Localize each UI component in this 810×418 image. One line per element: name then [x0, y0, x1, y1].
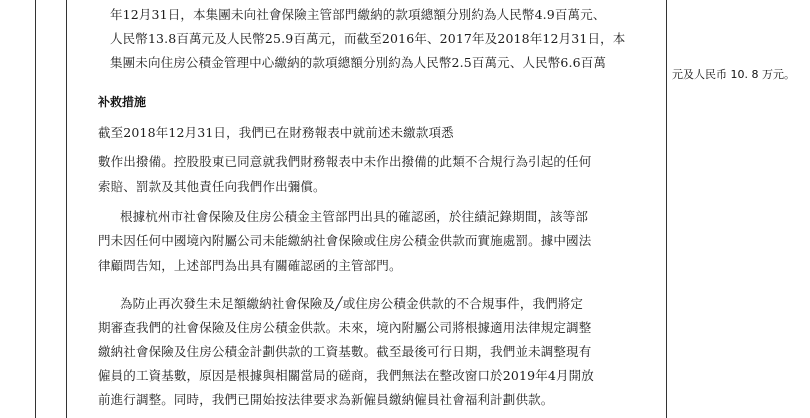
side-note: 元及人民币 10. 8 万元。: [672, 68, 795, 81]
text-line: 律顧問告知，上述部門為出具有關確認函的主管部門。: [98, 258, 402, 273]
table-border-right: [666, 0, 667, 418]
text-line: 門未因任何中國境內附屬公司未能繳納社會保險或住房公積金供款而實施處罰。據中國法: [98, 233, 592, 248]
text-line: 年12月31日，本集團未向社會保險主管部門繳納的款項總額分別約為人民幣4.9百萬元、: [110, 7, 606, 22]
text-line: 僱員的工資基數，原因是根據與相關當局的磋商，我們無法在整改窗口於2019年4月開放: [98, 368, 594, 383]
text-line: 截至2018年12月31日，我們已在財務報表中就前述未繳款項悉: [98, 125, 454, 140]
text-line: 為防止再次發生未足額繳納社會保險及╱或住房公積金供款的不合規事件，我們將定: [120, 296, 584, 311]
text-line: 根據杭州市社會保險及住房公積金主管部門出具的確認函，於往績記錄期間，該等部: [120, 209, 589, 224]
table-border-inner: [66, 0, 67, 418]
text-line: 繳納社會保險及住房公積金計劃供款的工資基數。截至最後可行日期，我們並未調整現有: [98, 344, 592, 359]
text-line: 期審查我們的社會保險及住房公積金供款。未來，境內附屬公司將根據適用法律規定調整: [98, 320, 592, 335]
text-line: 數作出撥備。控股股東已同意就我們財務報表中未作出撥備的此類不合規行為引起的任何: [98, 154, 592, 169]
table-border-left: [35, 0, 36, 418]
text-line: 前進行調整。同時，我們已開始按法律要求為新僱員繳納僱員社會福利計劃供款。: [98, 392, 554, 407]
section-heading: 补救措施: [98, 95, 147, 109]
text-line: 索賠、罰款及其他責任向我們作出彌償。: [98, 179, 326, 194]
text-line: 集團未向住房公積金管理中心繳納的款項總額分別約為人民幣2.5百萬元、人民幣6.6百萬: [110, 55, 607, 70]
text-line: 人民幣13.8百萬元及人民幣25.9百萬元，而截至2016年、2017年及2018年12月31日，本: [110, 31, 626, 46]
